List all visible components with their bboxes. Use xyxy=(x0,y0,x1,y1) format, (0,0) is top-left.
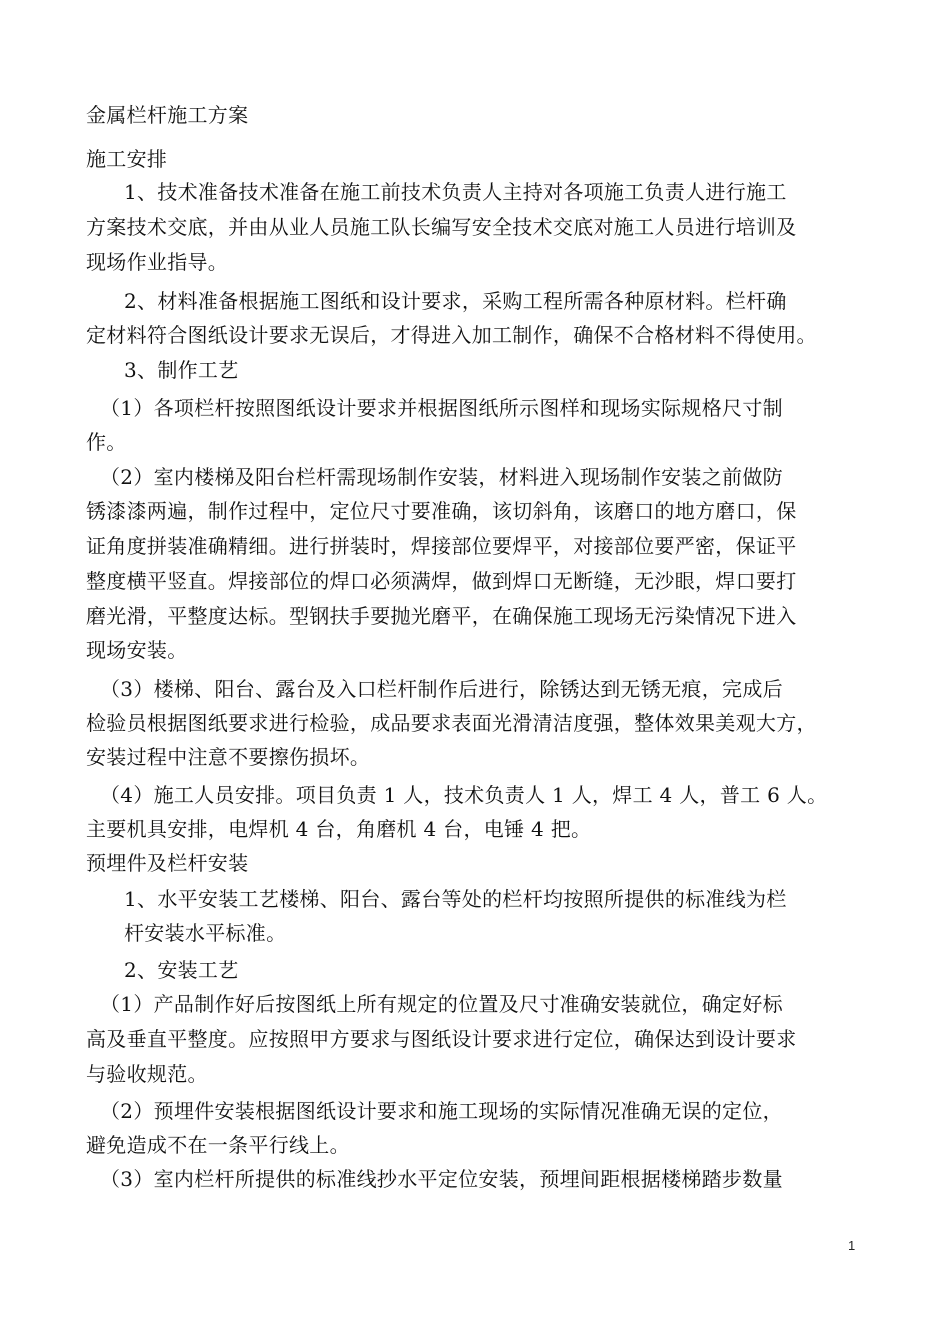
text-line: 1、技术准备技术准备在施工前技术负责人主持对各项施工负责人进行施工 xyxy=(124,180,787,204)
text-line: 磨光滑，平整度达标。型钢扶手要抛光磨平，在确保施工现场无污染情况下进入 xyxy=(86,604,797,628)
text-line: 证角度拼装准确精细。进行拼装时，焊接部位要焊平，对接部位要严密，保证平 xyxy=(86,534,797,558)
text-line: 2、材料准备根据施工图纸和设计要求，采购工程所需各种原材料。栏杆确 xyxy=(124,289,787,313)
text-line: 现场作业指导。 xyxy=(86,250,229,274)
text-line: （2）预埋件安装根据图纸设计要求和施工现场的实际情况准确无误的定位， xyxy=(100,1099,783,1123)
text-line: （3）楼梯、阳台、露台及入口栏杆制作后进行，除锈达到无锈无痕，完成后 xyxy=(100,677,783,701)
section-heading: 施工安排 xyxy=(86,147,168,171)
text-line: 与验收规范。 xyxy=(86,1062,208,1086)
text-line: 锈漆漆两遍，制作过程中，定位尺寸要准确，该切斜角，该磨口的地方磨口，保 xyxy=(86,499,797,523)
text-line: 高及垂直平整度。应按照甲方要求与图纸设计要求进行定位，确保达到设计要求 xyxy=(86,1027,797,1051)
text-line: 1、水平安装工艺楼梯、阳台、露台等处的栏杆均按照所提供的标准线为栏 xyxy=(124,887,787,911)
page-number: 1 xyxy=(848,1238,856,1253)
text-line: （1）各项栏杆按照图纸设计要求并根据图纸所示图样和现场实际规格尺寸制 xyxy=(100,396,783,420)
text-line: 作。 xyxy=(86,430,127,454)
text-line: 现场安装。 xyxy=(86,638,188,662)
text-line: 整度横平竖直。焊接部位的焊口必须满焊，做到焊口无断缝，无沙眼，焊口要打 xyxy=(86,569,797,593)
text-line: 避免造成不在一条平行线上。 xyxy=(86,1133,350,1157)
text-line: 定材料符合图纸设计要求无误后，才得进入加工制作，确保不合格材料不得使用。 xyxy=(86,323,817,347)
text-line: （1）产品制作好后按图纸上所有规定的位置及尺寸准确安装就位，确定好标 xyxy=(100,992,783,1016)
subheading: 2、安装工艺 xyxy=(124,958,239,982)
text-line: 杆安装水平标准。 xyxy=(124,921,287,945)
text-line: 方案技术交底，并由从业人员施工队长编写安全技术交底对施工人员进行培训及 xyxy=(86,215,797,239)
subheading: 3、制作工艺 xyxy=(124,358,239,382)
text-line: 安装过程中注意不要擦伤损坏。 xyxy=(86,745,371,769)
text-line: （2）室内楼梯及阳台栏杆需现场制作安装，材料进入现场制作安装之前做防 xyxy=(100,465,783,489)
text-line: 检验员根据图纸要求进行检验，成品要求表面光滑清洁度强，整体效果美观大方， xyxy=(86,711,817,735)
section-heading: 预埋件及栏杆安装 xyxy=(86,851,249,875)
document-title: 金属栏杆施工方案 xyxy=(86,103,249,127)
text-line: （4）施工人员安排。项目负责 1 人，技术负责人 1 人，焊工 4 人，普工 6 人。 xyxy=(100,783,828,807)
text-line: 主要机具安排，电焊机 4 台，角磨机 4 台，电锤 4 把。 xyxy=(86,817,592,841)
text-line: （3）室内栏杆所提供的标准线抄水平定位安装，预埋间距根据楼梯踏步数量 xyxy=(100,1167,783,1191)
